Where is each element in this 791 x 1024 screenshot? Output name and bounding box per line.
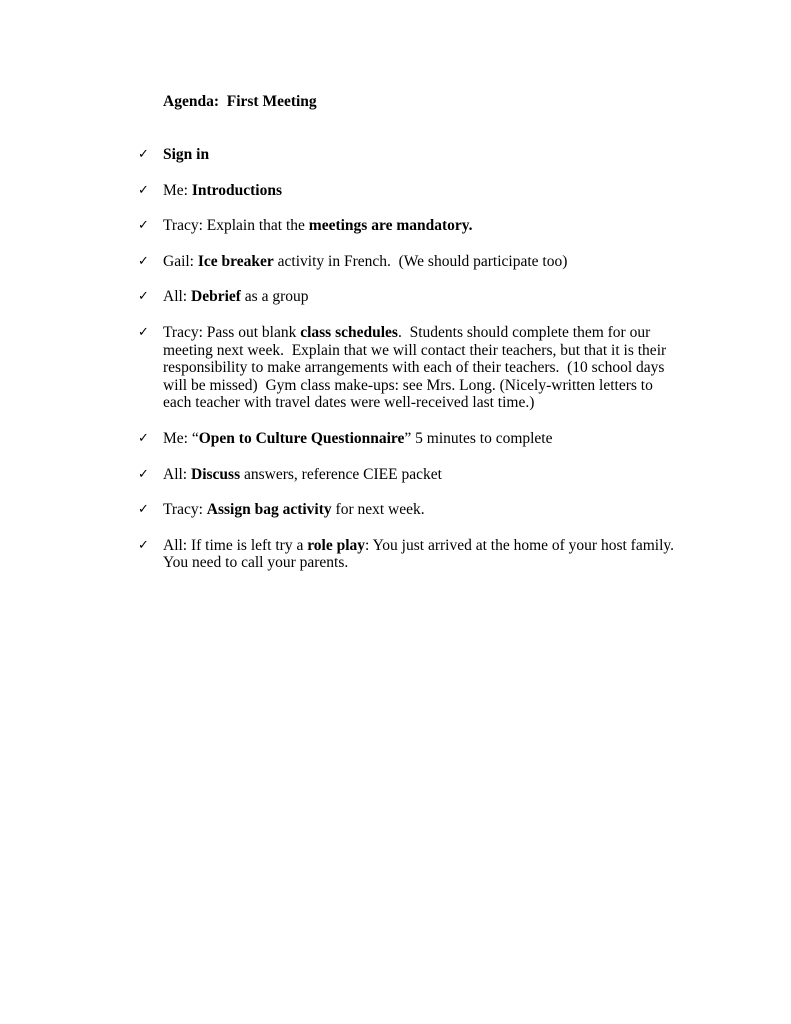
- agenda-item: [138, 466, 678, 484]
- agenda-item-text: All:: [163, 465, 191, 483]
- agenda-item-text: for next week.: [331, 501, 425, 519]
- agenda-item-text: Tracy:: [163, 501, 207, 519]
- agenda-item-text: answers, reference CIEE packet: [240, 465, 442, 483]
- agenda-item-text: Tracy: Pass out blank: [163, 323, 301, 341]
- agenda-item-text: Gail:: [163, 252, 198, 270]
- agenda-item: [138, 253, 678, 271]
- agenda-item-emphasis: Assign bag activity: [206, 501, 332, 519]
- check-icon: ✓: [138, 537, 149, 553]
- agenda-item-emphasis: Ice breaker: [197, 252, 274, 270]
- agenda-item: [138, 324, 678, 412]
- agenda-title: Agenda: First Meeting: [163, 93, 317, 110]
- agenda-item: [138, 288, 678, 306]
- check-icon: ✓: [138, 502, 149, 518]
- check-icon: ✓: [138, 218, 149, 234]
- check-icon: ✓: [138, 324, 149, 340]
- check-icon: ✓: [138, 253, 149, 269]
- agenda-item-emphasis: Debrief: [191, 288, 241, 306]
- agenda-item: [138, 217, 678, 235]
- check-icon: ✓: [138, 289, 149, 305]
- agenda-item-text: activity in French. (We should participate too): [273, 252, 568, 270]
- agenda-item-emphasis: Open to Culture Questionnaire: [198, 429, 405, 447]
- agenda-item-text: ” 5 minutes to complete: [404, 429, 553, 447]
- agenda-item: [138, 182, 678, 200]
- agenda-item-emphasis: role play: [307, 536, 366, 554]
- agenda-item-text: as a group: [240, 288, 309, 306]
- agenda-item: [138, 536, 682, 572]
- agenda-item-emphasis: Sign in: [163, 146, 210, 163]
- agenda-item-text: All: If time is left try a: [163, 536, 308, 554]
- agenda-item-text: : You just arrived at the home of your host family. You need to call your parents.: [163, 536, 682, 572]
- agenda-item: [138, 146, 678, 164]
- check-icon: ✓: [138, 466, 149, 482]
- agenda-item-emphasis: Introductions: [191, 181, 282, 199]
- agenda-item-text: . Students should complete them for our meeting next week. Explain that we will contact their teachers, but that it is their responsibility to make arrangements with each of their teachers. (10 school days will be missed) Gym class make-ups: see Mrs. Long. (Nicely-written letters to each teacher with travel dates were well-received last time.): [163, 323, 671, 412]
- agenda-list: [138, 146, 682, 590]
- agenda-item-text: Tracy: Explain that the: [163, 217, 309, 235]
- agenda-item-text: Me: “: [163, 429, 199, 447]
- agenda-item-emphasis: Discuss: [191, 465, 241, 483]
- agenda-item-emphasis: meetings are mandatory.: [308, 217, 473, 235]
- agenda-item-text: Me:: [163, 181, 192, 199]
- check-icon: ✓: [138, 147, 149, 162]
- check-icon: ✓: [138, 182, 149, 198]
- agenda-item-emphasis: class schedules: [300, 323, 398, 341]
- check-icon: ✓: [138, 430, 149, 446]
- agenda-item: [138, 501, 678, 519]
- agenda-item: [138, 430, 678, 448]
- agenda-item-text: All:: [163, 288, 191, 306]
